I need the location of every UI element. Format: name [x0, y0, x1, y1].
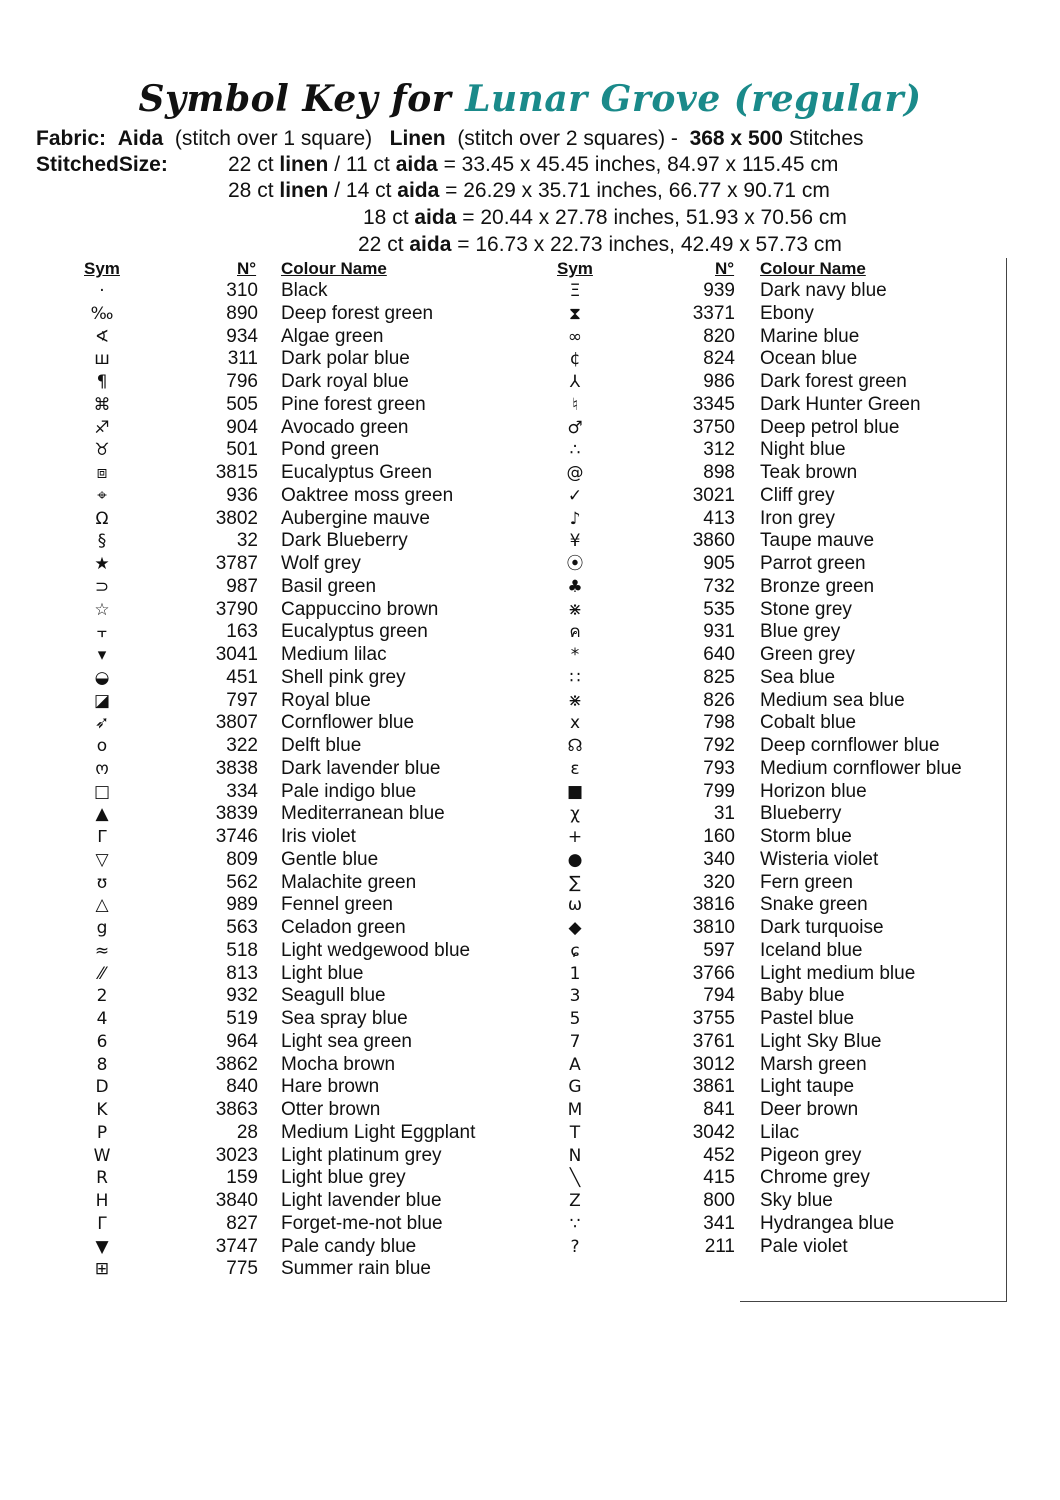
floss-number: 3021: [692, 484, 735, 506]
left-header-name: Colour Name: [281, 259, 387, 278]
symbol-glyph: ●: [567, 849, 583, 870]
colour-name: Dark lavender blue: [281, 757, 441, 779]
floss-number: 939: [703, 280, 735, 301]
floss-number: 793: [703, 757, 735, 779]
floss-number: 3042: [692, 1121, 735, 1143]
floss-number: 501: [226, 439, 258, 461]
fabric-aida-note: (stitch over 1 square): [174, 127, 373, 150]
colour-name: Cappuccino brown: [281, 598, 439, 620]
symbol-glyph: ⋇: [567, 599, 583, 620]
symbol-glyph: ∑: [569, 872, 581, 893]
colour-name: Light medium blue: [760, 962, 916, 984]
floss-number: 3840: [215, 1190, 258, 1211]
floss-number: 3790: [215, 598, 258, 620]
floss-number: 820: [703, 325, 735, 347]
colour-name: Medium Light Eggplant: [281, 1121, 476, 1143]
floss-number: 824: [703, 348, 735, 370]
colour-name: Lilac: [760, 1121, 800, 1143]
colour-name: Wolf grey: [281, 553, 361, 574]
colour-name: Aubergine mauve: [281, 507, 430, 529]
symbol-glyph: ♂: [567, 417, 583, 438]
colour-name: Chrome grey: [760, 1167, 870, 1189]
floss-number: 3041: [215, 644, 258, 665]
floss-number: 905: [703, 553, 735, 574]
colour-name: Blue grey: [760, 621, 841, 643]
floss-number: 334: [226, 780, 258, 802]
colour-name: Marine blue: [760, 325, 860, 347]
symbol-glyph: ◒: [94, 667, 110, 688]
colour-name: Bronze green: [760, 575, 875, 597]
left-header-sym: Sym: [84, 259, 120, 278]
floss-number: 312: [703, 439, 735, 461]
floss-number: 535: [703, 598, 735, 620]
floss-number: 890: [226, 302, 258, 324]
symbol-glyph: △: [95, 895, 109, 916]
colour-name: Iris violet: [281, 826, 356, 847]
floss-number: 32: [236, 530, 258, 552]
colour-name: Taupe mauve: [760, 530, 875, 552]
symbol-glyph: ∷: [569, 667, 581, 688]
colour-name: Shell pink grey: [281, 666, 406, 688]
floss-number: 800: [703, 1190, 735, 1211]
floss-number: 3815: [215, 462, 258, 483]
colour-name: Green grey: [760, 644, 856, 665]
colour-name: Dark forest green: [760, 371, 907, 392]
symbol-glyph: ◪: [93, 690, 111, 711]
floss-number: 3750: [692, 416, 735, 438]
right-header-num: N°: [715, 259, 735, 278]
floss-number: 413: [703, 507, 735, 529]
symbol-glyph: ¥: [569, 531, 581, 552]
symbol-glyph: ʊ: [96, 872, 108, 893]
floss-number: 3755: [692, 1008, 735, 1029]
colour-name: Pale candy blue: [281, 1235, 417, 1257]
floss-number: 3838: [215, 757, 258, 779]
symbol-glyph: ◆: [568, 918, 582, 938]
symbol-glyph: ♐: [94, 417, 110, 438]
colour-name: Hydrangea blue: [760, 1212, 895, 1234]
floss-number: 3023: [215, 1144, 258, 1166]
floss-number: 341: [703, 1212, 735, 1234]
symbol-glyph: ω: [567, 895, 583, 916]
symbol-glyph: ⫟: [96, 622, 108, 643]
colour-name: Avocado green: [281, 416, 409, 438]
colour-name: Dark Blueberry: [281, 530, 408, 552]
floss-number: 3863: [215, 1099, 258, 1120]
symbol-glyph: ╲: [569, 1168, 581, 1189]
floss-number: 841: [703, 1099, 735, 1120]
symbol-glyph: ♉: [94, 440, 110, 461]
fabric-line: [36, 126, 864, 152]
floss-number: 827: [226, 1212, 258, 1234]
symbol-glyph: 3: [569, 986, 581, 1007]
floss-number: 775: [226, 1258, 258, 1280]
colour-name: Light wedgewood blue: [281, 939, 471, 961]
floss-number: 3746: [215, 826, 258, 847]
right-header-sym: Sym: [557, 259, 593, 278]
floss-number: 987: [226, 575, 258, 597]
symbol-glyph: ო: [95, 758, 109, 779]
colour-name: Dark polar blue: [281, 348, 410, 370]
symbol-glyph: P: [96, 1122, 108, 1143]
title-prefix: Symbol Key for: [138, 78, 452, 120]
colour-name: Pine forest green: [281, 393, 426, 415]
colour-name: Pigeon grey: [760, 1144, 862, 1166]
colour-name: Deep cornflower blue: [760, 735, 940, 756]
colour-name: Ebony: [760, 302, 814, 324]
floss-number: 813: [226, 962, 258, 984]
colour-name: Storm blue: [760, 826, 852, 847]
symbol-glyph: ✓: [567, 485, 583, 506]
symbol-glyph: o: [96, 736, 108, 756]
colour-name: Royal blue: [281, 689, 371, 711]
symbol-glyph: ⊞: [94, 1259, 110, 1280]
colour-name: Sea spray blue: [281, 1008, 408, 1029]
floss-number: 3787: [215, 553, 258, 574]
floss-number: 563: [226, 917, 258, 938]
floss-number: 936: [226, 484, 258, 506]
symbol-glyph: ▽: [95, 849, 109, 870]
symbol-glyph: 1: [569, 963, 581, 984]
symbol-glyph: ■: [566, 781, 584, 802]
floss-number: 3345: [692, 393, 735, 415]
colour-name: Light blue: [281, 962, 364, 984]
symbol-glyph: ⌖: [97, 485, 107, 506]
floss-number: 28: [236, 1121, 258, 1143]
colour-name: Basil green: [281, 575, 377, 597]
symbol-glyph: N: [568, 1145, 582, 1166]
symbol-glyph: ш: [94, 349, 110, 370]
symbol-glyph: ⦿: [566, 554, 584, 574]
page-title: [0, 78, 1060, 120]
colour-name: Cliff grey: [760, 484, 835, 506]
colour-name: Cornflower blue: [281, 712, 415, 734]
symbol-glyph: ⁄⁄: [99, 963, 105, 984]
colour-name: Celadon green: [281, 917, 406, 938]
symbol-glyph: Ω: [95, 508, 109, 529]
pattern-name: Lunar Grove (regular): [465, 78, 922, 120]
colour-name: Baby blue: [760, 985, 845, 1007]
floss-number: 934: [226, 325, 258, 347]
symbol-glyph: G: [568, 1077, 582, 1098]
floss-number: 3839: [215, 803, 258, 825]
right-header-name: Colour Name: [760, 259, 866, 278]
floss-number: 3802: [215, 507, 258, 529]
colour-name: Teak brown: [760, 462, 858, 483]
symbol-glyph: ⊃: [94, 576, 110, 597]
size-line-4: 22 ct aida = 16.73 x 22.73 inches, 42.49 x 57.73 cm: [358, 233, 842, 256]
colour-name: Pastel blue: [760, 1008, 855, 1029]
colour-name: Seagull blue: [281, 985, 386, 1007]
colour-name: Stone grey: [760, 598, 852, 620]
colour-name: Light platinum grey: [281, 1144, 442, 1166]
symbol-glyph: *: [570, 645, 580, 665]
symbol-glyph: W: [93, 1145, 111, 1166]
floss-number: 320: [703, 871, 735, 893]
colour-name: Gentle blue: [281, 848, 379, 870]
colour-name: Light taupe: [760, 1076, 855, 1098]
symbol-glyph: 5: [569, 1009, 581, 1029]
floss-number: 159: [226, 1167, 258, 1189]
symbol-glyph: H: [95, 1191, 109, 1211]
floss-number: 932: [226, 985, 258, 1007]
symbol-glyph: @: [566, 463, 584, 483]
fabric-linen-note: (stitch over 2 squares) -: [457, 127, 678, 150]
colour-name: Medium cornflower blue: [760, 757, 962, 779]
floss-number: 31: [713, 803, 735, 825]
floss-number: 3816: [692, 894, 735, 916]
fabric-dims: 368 x 500: [689, 127, 783, 150]
floss-number: 322: [226, 735, 258, 756]
colour-name: Light lavender blue: [281, 1190, 442, 1211]
size-line-2: 28 ct linen / 14 ct aida = 26.29 x 35.71 inches, 66.77 x 90.71 cm: [228, 179, 830, 202]
colour-name: Light sea green: [281, 1030, 412, 1052]
floss-number: 825: [703, 666, 735, 688]
floss-number: 3862: [215, 1053, 258, 1075]
floss-number: 799: [703, 780, 735, 802]
colour-name: Light blue grey: [281, 1167, 406, 1189]
floss-number: 964: [226, 1030, 258, 1052]
symbol-glyph: 2: [96, 986, 108, 1007]
symbol-glyph: ♪: [569, 508, 581, 529]
symbol-glyph: ♣: [567, 576, 583, 597]
floss-number: 840: [226, 1076, 258, 1098]
colour-name: Horizon blue: [760, 780, 867, 802]
symbol-glyph: R: [96, 1168, 108, 1189]
colour-name: Black: [281, 280, 328, 301]
floss-number: 3371: [692, 302, 735, 324]
symbol-glyph: ᒥ: [97, 827, 107, 847]
left-header-num: N°: [237, 259, 257, 278]
size-line-3: 18 ct aida = 20.44 x 27.78 inches, 51.93 x 70.56 cm: [363, 206, 847, 229]
stitched-size-label: StitchedSize:: [36, 153, 168, 176]
colour-name: Iceland blue: [760, 939, 863, 961]
symbol-glyph: ε: [570, 758, 580, 779]
colour-name: Eucalyptus Green: [281, 462, 433, 483]
colour-name: Wisteria violet: [760, 848, 879, 870]
symbol-glyph: ⧗: [569, 303, 581, 324]
floss-number: 452: [703, 1144, 735, 1166]
size-line-1: 22 ct linen / 11 ct aida = 33.45 x 45.45 inches, 84.97 x 115.45 cm: [228, 153, 839, 176]
floss-number: 798: [703, 712, 735, 734]
symbol-glyph: g: [96, 918, 108, 938]
symbol-glyph: 8: [96, 1054, 108, 1075]
symbol-glyph: ⋇: [567, 690, 583, 711]
colour-name: Mediterranean blue: [281, 803, 445, 825]
floss-number: 794: [703, 985, 735, 1007]
floss-number: 3747: [215, 1235, 258, 1257]
floss-number: 597: [703, 939, 735, 961]
symbol-glyph: 4: [96, 1009, 108, 1029]
floss-number: 505: [226, 393, 258, 415]
floss-number: 989: [226, 894, 258, 916]
symbol-glyph: ∵: [569, 1213, 581, 1234]
colour-name: Dark navy blue: [760, 280, 887, 301]
symbol-glyph: ‰: [90, 303, 114, 324]
symbol-glyph: ▲: [95, 804, 109, 825]
symbol-glyph: 7: [569, 1031, 581, 1052]
symbol-glyph: §: [97, 531, 107, 552]
fabric-linen: Linen: [389, 127, 446, 150]
colour-name: Mocha brown: [281, 1053, 396, 1075]
floss-number: 904: [226, 416, 258, 438]
floss-number: 797: [226, 689, 258, 711]
floss-number: 986: [703, 371, 735, 392]
floss-number: 826: [703, 689, 735, 711]
fabric-aida: Aida: [117, 127, 164, 150]
symbol-glyph: ¢: [569, 349, 581, 370]
symbol-glyph: M: [567, 1100, 583, 1120]
colour-name: Pale violet: [760, 1235, 848, 1257]
colour-name: Malachite green: [281, 871, 417, 893]
symbol-glyph: Z: [569, 1191, 581, 1211]
symbol-glyph: ▾: [97, 645, 107, 665]
fabric-stitches-word: Stitches: [788, 127, 864, 150]
colour-name: Deep petrol blue: [760, 416, 900, 438]
floss-number: 640: [703, 644, 735, 665]
floss-number: 3766: [692, 962, 735, 984]
floss-number: 809: [226, 848, 258, 870]
symbol-glyph: Γ: [97, 1213, 107, 1234]
floss-number: 3810: [692, 917, 735, 938]
colour-name: Oaktree moss green: [281, 484, 454, 506]
symbol-glyph: ♮: [571, 394, 579, 415]
floss-number: 310: [226, 280, 258, 301]
symbol-glyph: 6: [96, 1031, 108, 1052]
colour-name: Otter brown: [281, 1099, 381, 1120]
symbol-glyph: χ: [570, 804, 580, 825]
symbol-glyph: K: [96, 1100, 108, 1120]
floss-number: 3860: [692, 530, 735, 552]
colour-name: Snake green: [760, 894, 868, 916]
floss-number: 931: [703, 621, 735, 643]
colour-name: Eucalyptus green: [281, 621, 428, 643]
colour-name: Fennel green: [281, 894, 393, 916]
floss-number: 160: [703, 826, 735, 847]
floss-number: 340: [703, 848, 735, 870]
floss-number: 732: [703, 575, 735, 597]
colour-name: Pond green: [281, 439, 380, 461]
colour-name: Dark turquoise: [760, 917, 884, 938]
symbol-glyph: ¶: [96, 372, 108, 392]
symbol-glyph: ⅄: [569, 372, 581, 392]
colour-name: Blueberry: [760, 803, 842, 825]
colour-name: Marsh green: [760, 1053, 867, 1075]
colour-name: Summer rain blue: [281, 1258, 431, 1280]
floss-number: 519: [226, 1008, 258, 1029]
symbol-glyph: ∞: [567, 326, 583, 347]
colour-name: Iron grey: [760, 507, 835, 529]
floss-number: 3012: [692, 1053, 735, 1075]
symbol-glyph: ⧈: [96, 463, 108, 483]
symbol-glyph: ▼: [95, 1236, 109, 1257]
colour-name: Dark Hunter Green: [760, 393, 921, 415]
colour-name: Algae green: [281, 325, 384, 347]
floss-number: 3761: [692, 1030, 735, 1052]
symbol-glyph: ค: [569, 622, 581, 643]
floss-number: 211: [704, 1235, 735, 1257]
symbol-glyph: ≈: [94, 940, 110, 961]
symbol-glyph: Ξ: [569, 281, 581, 301]
floss-number: 3807: [215, 712, 258, 734]
symbol-glyph: ·: [99, 281, 105, 301]
colour-name: Forget-me-not blue: [281, 1212, 443, 1234]
colour-name: Ocean blue: [760, 348, 858, 370]
colour-name: Cobalt blue: [760, 712, 857, 734]
symbol-glyph: ★: [94, 554, 110, 574]
floss-number: 311: [227, 348, 258, 370]
symbol-glyph: □: [93, 781, 111, 802]
colour-name: Pale indigo blue: [281, 780, 417, 802]
symbol-glyph: ɕ: [570, 940, 580, 961]
colour-name: Light Sky Blue: [760, 1030, 882, 1052]
colour-name: Dark royal blue: [281, 371, 409, 392]
symbol-glyph: ?: [570, 1236, 580, 1257]
symbol-glyph: x: [569, 713, 581, 734]
colour-name: Sky blue: [760, 1190, 833, 1211]
floss-number: 3861: [692, 1076, 735, 1098]
colour-name: Deep forest green: [281, 302, 434, 324]
colour-name: Delft blue: [281, 735, 362, 756]
right-border-line: [1006, 258, 1007, 1302]
symbol-glyph: ∴: [569, 440, 581, 461]
floss-number: 518: [226, 939, 258, 961]
symbol-glyph: ➶: [94, 713, 110, 734]
symbol-glyph: +: [567, 827, 583, 847]
floss-number: 163: [226, 621, 258, 643]
floss-number: 792: [703, 735, 735, 756]
symbol-glyph: ⌘: [93, 394, 111, 415]
colour-name: Medium sea blue: [760, 689, 905, 711]
symbol-glyph: A: [569, 1054, 581, 1075]
symbol-glyph: T: [569, 1122, 581, 1143]
floss-number: 898: [703, 462, 735, 483]
colour-name: Medium lilac: [281, 644, 387, 665]
bottom-border-line: [740, 1301, 1007, 1302]
colour-name: Parrot green: [760, 553, 866, 574]
colour-name: Night blue: [760, 439, 846, 461]
colour-name: Hare brown: [281, 1076, 380, 1098]
colour-name: Fern green: [760, 871, 853, 893]
floss-number: 562: [226, 871, 258, 893]
colour-name: Deer brown: [760, 1099, 859, 1120]
symbol-glyph: ☊: [567, 736, 583, 756]
symbol-glyph: D: [95, 1077, 109, 1098]
colour-name: Sea blue: [760, 666, 836, 688]
floss-number: 415: [703, 1167, 735, 1189]
symbol-glyph: ☆: [94, 599, 110, 620]
floss-number: 796: [226, 371, 258, 392]
symbol-glyph: ∢: [94, 326, 110, 347]
fabric-label: Fabric:: [36, 127, 107, 150]
floss-number: 451: [226, 666, 258, 688]
